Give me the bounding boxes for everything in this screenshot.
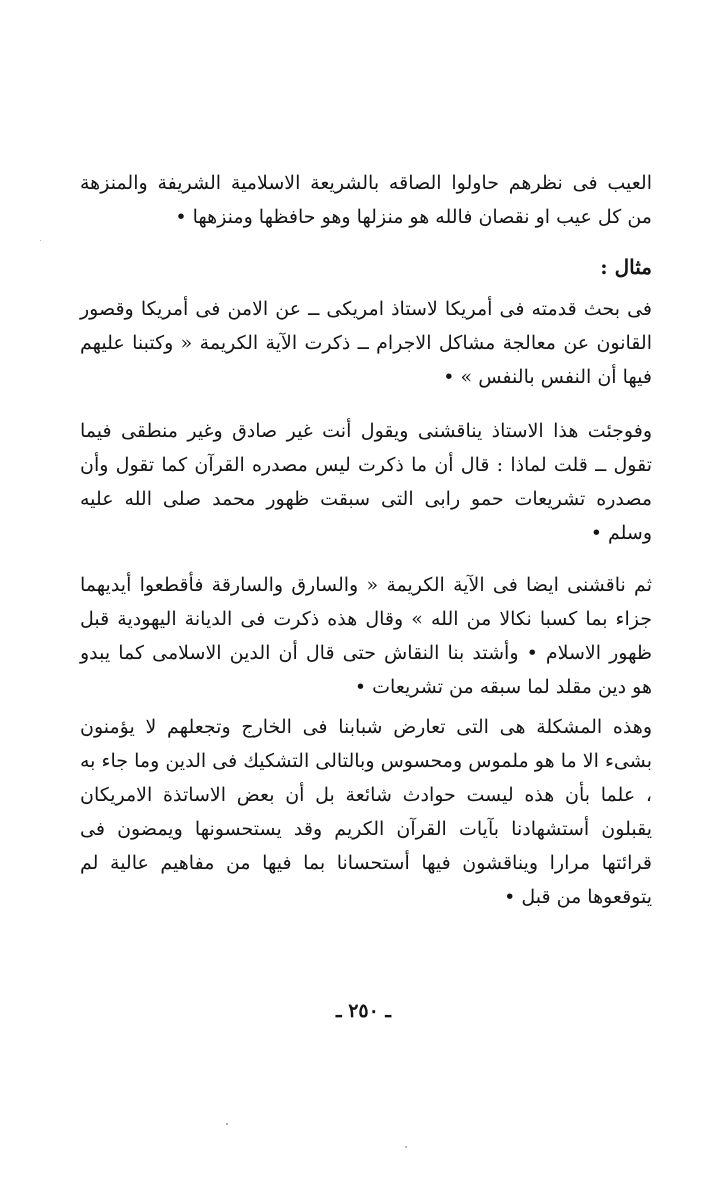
paragraph-intro-text: العيب فى نظرهم حاولوا الصاقه بالشريعة الاسلامية الشريفة والمنزهة من كل عيب او نقصان فالله هو منزلها وهو حافظها ومنزهها • [80,172,652,228]
scan-speck [40,240,41,241]
paragraph-intro [80,166,652,234]
paragraph-1-text: فى بحث قدمته فى أمريكا لاستاذ امريكى ــ عن الامن فى أمريكا وقصور القانون عن معالجة مشاكل الاجرام ــ ذكرت الآية الكريمة « وكتبنا عليهم فيها أن النفس بالنفس » • [80,298,652,388]
scan-speck [226,1123,228,1125]
page-number: ـ ٢٥٠ ـ [336,1000,391,1022]
section-heading-text: مثال : [600,255,652,279]
paragraph-3 [80,568,652,704]
paragraph-2 [80,414,652,550]
paragraph-4 [80,710,652,914]
paragraph-3-text: ثم ناقشنى ايضا فى الآية الكريمة « والسارق والسارقة فأقطعوا أيديهما جزاء بما كسبا نكالا من الله » وقال هذه ذكرت فى الديانة اليهودية قبل ظهور الاسلام • وأشتد بنا النقاش حتى قال أن الدين الاسلامى كما يبدو هو دين مقلد لما سبقه من تشريعات • [80,574,652,698]
paragraph-1 [80,292,652,394]
paragraph-2-text: وفوجئت هذا الاستاذ يناقشنى ويقول أنت غير صادق وغير منطقى فيما تقول ــ قلت لماذا : قال أن ما ذكرت ليس مصدره القرآن كما تقول وأن مصدره تشريعات حمو رابى التى سبقت ظهور محمد صلى الله عليه وسلم • [80,420,652,544]
paragraph-4-text: وهذه المشكلة هى التى تعارض شبابنا فى الخارج وتجعلهم لا يؤمنون بشىء الا ما هو ملموس ومحسوس وبالتالى التشكيك فى الدين وما جاء به ، علما بأن هذه ليست حوادث شائعة بل أن بعض الاساتذة الامريكان يقبلون أستشهادنا بآيات القرآن الكريم وقد يستحسونها ويمضون فى قرائتها مرارا ويناقشون فيها أستحسانا بما فيها من مفاهيم عالية لم يتوقعوها من قبل • [80,716,652,908]
scan-speck [405,1146,407,1148]
section-heading [80,250,652,284]
